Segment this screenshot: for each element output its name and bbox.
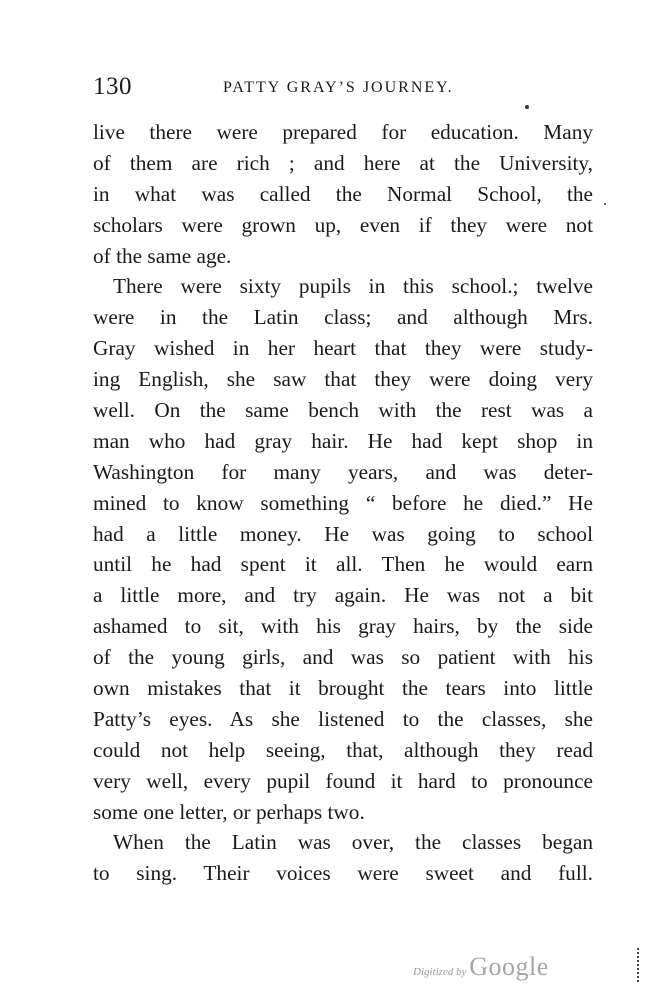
body-text — [93, 117, 593, 889]
text-line: ashamed to sit, with his gray hairs, by the side — [93, 614, 593, 639]
page-number: 130 — [93, 73, 132, 100]
ink-speck — [525, 105, 529, 109]
text-line: until he had spent it all. Then he would earn — [93, 552, 593, 577]
text-line: of them are rich ; and here at the University, — [93, 150, 593, 175]
text-line: a little more, and try again. He was not a bit — [93, 583, 593, 608]
ink-speck — [604, 203, 606, 205]
text-line: to sing. Their voices were sweet and full. — [93, 861, 593, 886]
text-line: of the young girls, and was so patient with his — [93, 645, 593, 670]
text-line: Patty’s eyes. As she listened to the classes, she — [93, 706, 593, 731]
text-line: Washington for many years, and was deter- — [93, 459, 593, 484]
digitization-watermark — [413, 952, 549, 982]
page-edge-mark — [637, 948, 641, 982]
text-line: of the same age. — [93, 243, 232, 268]
running-head: PATTY GRAY’S JOURNEY. — [223, 79, 454, 96]
text-line: in what was called the Normal School, the — [93, 181, 593, 206]
text-line: mined to know something “ before he died.” He — [93, 490, 593, 515]
text-line: very well, every pupil found it hard to pronounce — [93, 768, 593, 793]
text-line: were in the Latin class; and although Mrs. — [93, 305, 593, 330]
page-header — [93, 72, 593, 102]
text-line: had a little money. He was going to school — [93, 521, 593, 546]
text-line: could not help seeing, that, although they read — [93, 737, 593, 762]
text-line: scholars were grown up, even if they were not — [93, 212, 593, 237]
text-line: Gray wished in her heart that they were study- — [93, 336, 593, 361]
text-line: ing English, she saw that they were doing very — [93, 367, 593, 392]
text-line: man who had gray hair. He had kept shop in — [93, 428, 593, 453]
text-line: live there were prepared for education. Many — [93, 120, 593, 144]
text-line: some one letter, or perhaps two. — [93, 799, 365, 824]
text-line: well. On the same bench with the rest was a — [93, 398, 593, 423]
google-wordmark: Google — [469, 952, 549, 981]
digitized-label: Digitized by — [413, 966, 467, 978]
text-line: own mistakes that it brought the tears into little — [93, 676, 593, 701]
text-line: There were sixty pupils in this school.; twelve — [113, 274, 593, 299]
text-line: When the Latin was over, the classes began — [113, 830, 593, 855]
